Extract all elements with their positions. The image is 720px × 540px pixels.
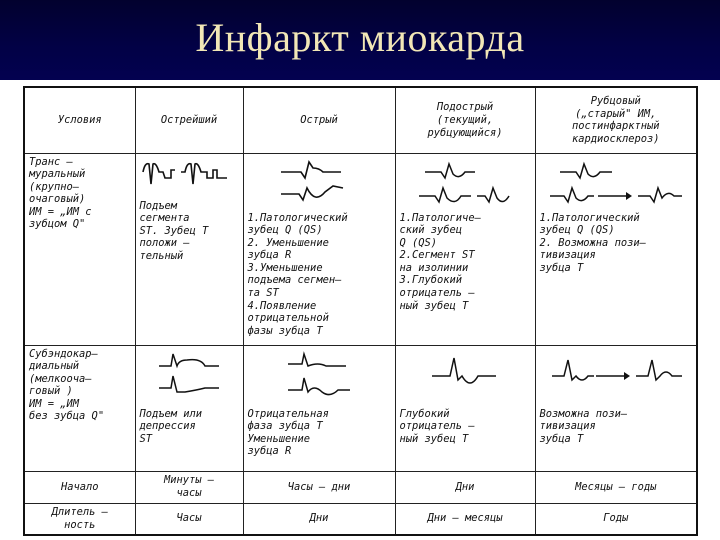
condition-line: муральный [29, 168, 86, 181]
duration-subacute [395, 503, 535, 535]
header-acute-most [135, 87, 243, 153]
transmural-condition [24, 153, 135, 345]
subendocardial-acute [243, 345, 395, 471]
onset-label-text: Начало [60, 480, 99, 493]
duration-label-text: ность [64, 518, 96, 531]
ecg-pathologic-q-icon [271, 158, 367, 208]
ecg-negative-t-icon [415, 158, 515, 208]
duration-line: Дни [309, 512, 329, 525]
ecg-negative-phase-t-icon [274, 350, 364, 404]
ecg-st-elevation-icon [141, 158, 237, 196]
subacute-line: Глубокий [399, 407, 450, 420]
duration-label [24, 503, 135, 535]
condition-line: зубцом Q" [29, 218, 86, 231]
acute-line: фаза зубца T [247, 420, 323, 433]
condition-line: (мелкоочa– [29, 372, 92, 385]
acute-line: 3.Уменьшение [247, 261, 323, 274]
header-acute [243, 87, 395, 153]
acute-most-line: ST [139, 432, 153, 445]
acute-line: зубца R [247, 445, 292, 458]
mi-table-container [23, 86, 696, 534]
transmural-acute [243, 153, 395, 345]
transmural-acute-most [135, 153, 243, 345]
acute-line: Уменьшение [247, 432, 311, 445]
duration-scar [535, 503, 697, 535]
subacute-line: ный зубец T [399, 432, 469, 445]
subacute-line: Q (QS) [399, 236, 438, 249]
header-scar-line: Рубцовый [590, 95, 641, 108]
acute-line: 1.Патологический [247, 211, 348, 224]
onset-acute [243, 471, 395, 503]
scar-line: тивизация [539, 249, 596, 262]
onset-line: Минуты – [163, 474, 215, 487]
subendocardial-scar [535, 345, 697, 471]
duration-acute-most [135, 503, 243, 535]
header-conditions [24, 87, 135, 153]
acute-most-line: ST. Зубец T [139, 224, 209, 237]
subendocardial-subacute [395, 345, 535, 471]
scar-line: зубец Q (QS) [539, 224, 615, 237]
ecg-t-positivization-icon [546, 350, 686, 404]
header-scar [535, 87, 697, 153]
ecg-deep-negative-t-icon [420, 350, 510, 404]
acute-line: 2. Уменьшение [247, 236, 329, 249]
onset-acute-most [135, 471, 243, 503]
onset-scar [535, 471, 697, 503]
row-transmural [24, 153, 697, 345]
duration-line: Дни – месяцы [427, 512, 503, 525]
acute-line: подъема сегмен– [247, 274, 342, 287]
subendocardial-acute-most [135, 345, 243, 471]
condition-line: очаговый) [29, 193, 86, 206]
acute-most-line: сегмента [139, 212, 190, 225]
onset-line: Месяцы – годы [575, 480, 657, 493]
condition-line: диальный [29, 360, 80, 373]
scar-line: 2. Возможна пози– [539, 236, 646, 249]
mi-stages-table [23, 86, 698, 536]
acute-most-line: Подъем или [139, 407, 203, 420]
onset-line: Часы – дни [287, 480, 351, 493]
header-subacute-line: рубцующийся) [427, 126, 503, 139]
header-scar-line: кардиосклероз) [571, 132, 660, 145]
header-acute-most-text: Острейший [160, 113, 218, 126]
subendocardial-condition [24, 345, 135, 471]
title-bar [0, 0, 720, 80]
scar-line: зубца T [539, 261, 584, 274]
scar-line: Возможна пози– [539, 407, 628, 420]
subacute-line: ский зубец [399, 224, 463, 237]
header-subacute-line: (текущий, [436, 113, 494, 126]
onset-line: часы [176, 487, 202, 499]
acute-line: зубца R [247, 249, 292, 262]
acute-most-line: тельный [139, 249, 184, 262]
acute-line: 4.Появление [247, 299, 317, 312]
transmural-subacute [395, 153, 535, 345]
duration-acute [243, 503, 395, 535]
onset-label [24, 471, 135, 503]
scar-line: тивизация [539, 420, 596, 433]
onset-subacute [395, 471, 535, 503]
acute-line: Отрицательная [247, 407, 329, 420]
subacute-line: 2.Сегмент ST [399, 249, 475, 262]
condition-line: (крупно– [29, 180, 80, 193]
header-row [24, 87, 697, 153]
duration-label-text: Длитель – [51, 506, 108, 519]
header-scar-line: („старый" ИМ, [575, 107, 657, 120]
subacute-line: отрицатель – [399, 287, 475, 300]
transmural-scar [535, 153, 697, 345]
header-subacute-line: Подострый [436, 101, 494, 114]
subacute-line: отрицатель – [399, 420, 475, 433]
header-conditions-text: Условия [57, 113, 102, 126]
acute-most-line: депрессия [139, 420, 196, 433]
header-scar-line: постинфарктный [571, 120, 660, 133]
row-onset [24, 471, 697, 503]
header-subacute [395, 87, 535, 153]
condition-line: говый ) [29, 385, 73, 398]
acute-most-line: положи – [139, 237, 190, 250]
condition-line: Транс – [29, 155, 73, 168]
subacute-line: на изолинии [399, 261, 469, 274]
scar-line: 1.Патологический [539, 211, 640, 224]
condition-line: ИМ = „ИМ с [29, 205, 92, 218]
acute-most-line: Подъем [139, 199, 178, 212]
condition-line: ИМ = „ИМ [29, 397, 80, 410]
condition-line: без зубца Q" [29, 410, 105, 423]
row-subendocardial [24, 345, 697, 471]
duration-line: Часы [176, 512, 202, 525]
subacute-line: 3.Глубокий [399, 274, 463, 287]
row-duration [24, 503, 697, 535]
acute-line: зубец Q (QS) [247, 224, 323, 237]
scar-line: зубца T [539, 432, 584, 445]
ecg-scar-q-icon [546, 158, 686, 208]
header-acute-text: Острый [300, 113, 338, 126]
subacute-line: 1.Патологиче– [399, 211, 481, 224]
duration-line: Годы [603, 512, 629, 525]
ecg-st-shift-icon [149, 350, 229, 404]
acute-line: фазы зубца T [247, 324, 323, 337]
subacute-line: ный зубец T [399, 299, 469, 312]
slide-title: Инфаркт миокарда [195, 15, 525, 60]
acute-line: отрицательной [247, 312, 329, 325]
onset-line: Дни [455, 480, 475, 493]
acute-line: та ST [247, 287, 279, 300]
condition-line: Субэндокар– [29, 347, 98, 360]
